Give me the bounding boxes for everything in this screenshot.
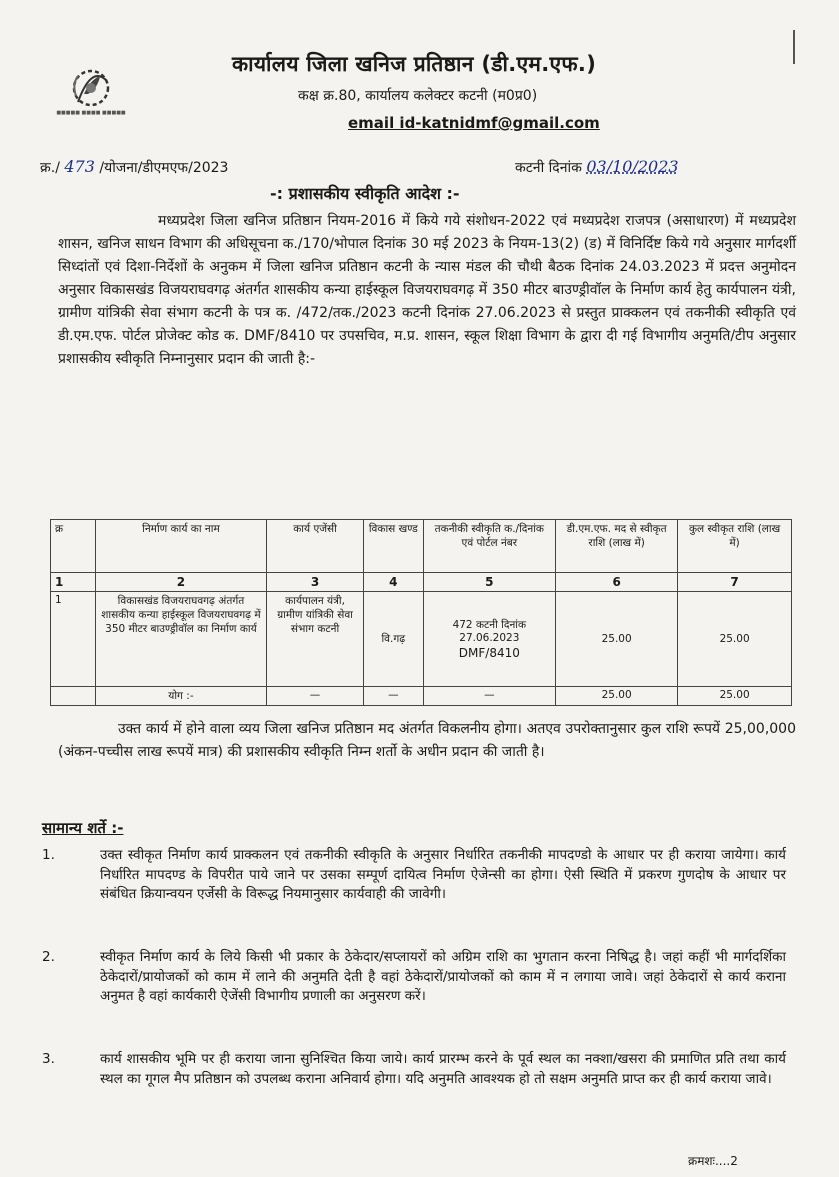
continued-marker: क्रमशः....2 bbox=[688, 1154, 738, 1168]
column-number-row bbox=[51, 573, 792, 592]
condition-text: स्वीकृत निर्माण कार्य के लिये किसी भी प्रकार के ठेकेदार/सप्लायरों को अग्रिम राशि का भुगतान करना निषिद्ध है। जहां कहीं भी मार्गदर्शिका ठेकेदारों/प्रायोजकों को काम में लाने की अनुमति देती है वहां ठेकेदारों/प्रायोजकों को काम में न लगाया जावे। जहां ठेकेदारों से कार्य कराना अनुमत है वहां कार्यकारी ऐजेंसी विभागीय प्रणाली का अनुसरण करें। bbox=[100, 949, 786, 1004]
condition-text: उक्त स्वीकृत निर्माण कार्य प्राक्कलन एवं तकनीकी स्वीकृति के अनुसार निर्धारित तकनीकी मापदण्डो के आधार पर ही कराया जायेगा। कार्य निर्धारित मापदण्ड के विपरीत पाये जाने पर उसका सम्पूर्ण दायित्व निर्माण ऐजेन्सी का होगा। ऐसी स्थिति में प्रकरण गुणदोष के आधार पर संबंधित क्रियान्वयन एर्जेसी के विरूद्ध नियमानुसार कार्यवाही की जावेगी। bbox=[100, 847, 786, 902]
condition-item bbox=[42, 846, 786, 905]
cell-agency: कार्यपालन यंत्री, ग्रामीण यांत्रिकी सेवा संभाग कटनी bbox=[267, 592, 364, 687]
page-edge-mark bbox=[793, 30, 795, 64]
reference-number bbox=[40, 157, 228, 177]
ts-portal-number: DMF/8410 bbox=[458, 646, 520, 660]
col-header-dmf-amount: डी.एम.एफ. मद से स्वीकृत राशि (लाख में) bbox=[556, 520, 678, 573]
col-header-total-amount: कुल स्वीकृत राशि (लाख में) bbox=[678, 520, 792, 573]
general-conditions-heading: सामान्य शर्ते :- bbox=[42, 819, 124, 837]
total-dash: — bbox=[423, 687, 556, 706]
column-number: 2 bbox=[95, 573, 266, 592]
total-dash: — bbox=[267, 687, 364, 706]
total-grand-amount: 25.00 bbox=[678, 687, 792, 706]
order-heading: -: प्रशासकीय स्वीकृति आदेश :- bbox=[270, 184, 460, 203]
column-number: 7 bbox=[678, 573, 792, 592]
column-number: 3 bbox=[267, 573, 364, 592]
expense-paragraph: उक्त कार्य में होने वाला व्यय जिला खनिज प्रतिष्ठान मद अंतर्गत विकलनीय होगा। अतएव उपरोक्तानुसार कुल राशि रूपयें 25,00,000 (अंकन-पच्चीस लाख रूपयें मात्र) की प्रशासकीय स्वीकृति निम्न शर्तो के अधीन प्रदान की जाती है। bbox=[58, 721, 796, 760]
ts-line-1: 472 कटनी दिनांक bbox=[452, 619, 527, 631]
total-row bbox=[51, 687, 792, 706]
handwritten-date: 03/10/2023 bbox=[586, 157, 679, 176]
col-header-block: विकास खण्ड bbox=[364, 520, 423, 573]
ts-line-2: 27.06.2023 bbox=[459, 632, 520, 644]
column-number: 4 bbox=[364, 573, 423, 592]
handwritten-ref-number: 473 bbox=[64, 157, 95, 176]
col-header-sno: क्र bbox=[51, 520, 96, 573]
total-empty-cell bbox=[51, 687, 96, 706]
cell-total-amount: 25.00 bbox=[678, 592, 792, 687]
col-header-tech-sanction: तकनीकी स्वीकृति क./दिनांक एवं पोर्टल नंबर bbox=[423, 520, 556, 573]
total-dmf-amount: 25.00 bbox=[556, 687, 678, 706]
office-address: कक्ष क्र.80, कार्यालय कलेक्टर कटनी (म0प्र0) bbox=[298, 88, 538, 104]
date-label: कटनी दिनांक bbox=[515, 160, 582, 176]
total-label: योग :- bbox=[95, 687, 266, 706]
cell-work-name: विकासखंड विजयराघवगढ़ अंतर्गत शासकीय कन्या हाईस्कूल विजयराघवगढ़ में 350 मीटर बाउण्ड्रीवॉल का निर्माण कार्य bbox=[95, 592, 266, 687]
column-number: 6 bbox=[556, 573, 678, 592]
cell-block: वि.गढ़ bbox=[364, 592, 423, 687]
condition-number: 1. bbox=[42, 847, 55, 863]
ref-suffix: /योजना/डीएमएफ/2023 bbox=[99, 160, 229, 176]
column-number: 5 bbox=[423, 573, 556, 592]
condition-text: कार्य शासकीय भूमि पर ही कराया जाना सुनिश्चित किया जाये। कार्य प्रारम्भ करने के पूर्व स्थल का नक्शा/खसरा की प्रमाणित प्रति तथा कार्य स्थल का गूगल मैप प्रतिष्ठान को उपलब्ध कराना अनिवार्य होगा। यदि अनुमति आवश्यक हो तो सक्षम अनुमति प्राप्त कर ही कार्य कराया जावे। bbox=[100, 1051, 786, 1087]
ref-prefix: क्र./ bbox=[40, 160, 60, 176]
total-dash: — bbox=[364, 687, 423, 706]
col-header-work: निर्माण कार्य का नाम bbox=[95, 520, 266, 573]
issue-date bbox=[515, 157, 679, 177]
cell-sno: 1 bbox=[51, 592, 96, 687]
column-number: 1 bbox=[51, 573, 96, 592]
condition-number: 3. bbox=[42, 1051, 55, 1067]
office-email: email id-katnidmf@gmail.com bbox=[348, 114, 600, 132]
logo-caption: ■■■■■ ■■■■ ■■■■■ bbox=[56, 110, 126, 116]
cell-dmf-amount: 25.00 bbox=[556, 592, 678, 687]
table-row bbox=[51, 592, 792, 687]
col-header-agency: कार्य एजेंसी bbox=[267, 520, 364, 573]
office-title: कार्यालय जिला खनिज प्रतिष्ठान (डी.एम.एफ.) bbox=[232, 52, 597, 76]
condition-number: 2. bbox=[42, 949, 55, 965]
works-table bbox=[50, 519, 792, 706]
condition-item bbox=[42, 1050, 786, 1089]
table-header-row bbox=[51, 520, 792, 573]
condition-item bbox=[42, 948, 786, 1007]
body-paragraph: मध्यप्रदेश जिला खनिज प्रतिष्ठान नियम-2016 में किये गये संशोधन-2022 एवं मध्यप्रदेश राजपत्र (असाधारण) में मध्यप्रदेश शासन, खनिज साधन विभाग की अधिसूचना क./170/भोपाल दिनांक 30 मई 2023 के नियम-13(2) (ड) में विनिर्दिष्ट किये गये अनुसार मार्गदर्शी सिध्दांतों एवं दिशा-निर्देशों के अनुकम में जिला खनिज प्रतिष्ठान कटनी के न्यास मंडल की चौथी बैठक दिनांक 24.03.2023 में प्रदत्त अनुमोदन अनुसार विकासखंड विजयराघवगढ़ अंतर्गत शासकीय कन्या हाईस्कूल विजयराघवगढ़ में 350 मीटर बाउण्ड्रीवॉल के निर्माण कार्य हेतु कार्यपालन यंत्री, ग्रामीण यांत्रिकी सेवा संभाग कटनी के पत्र क. /472/तक./2023 कटनी दिनांक 27.06.2023 से प्रस्तुत प्राक्कलन एवं तकनीकी स्वीकृति एवं डी.एम.एफ. पोर्टल प्रोजेक्ट कोड क. DMF/8410 पर उपसचिव, म.प्र. शासन, स्कूल शिक्षा विभाग के द्वारा दी गई विभागीय अनुमति/टीप अनुसार प्रशासकीय स्वीकृति निम्नानुसार प्रदान की जाती है:- bbox=[58, 213, 796, 367]
cell-tech-sanction bbox=[423, 592, 556, 687]
